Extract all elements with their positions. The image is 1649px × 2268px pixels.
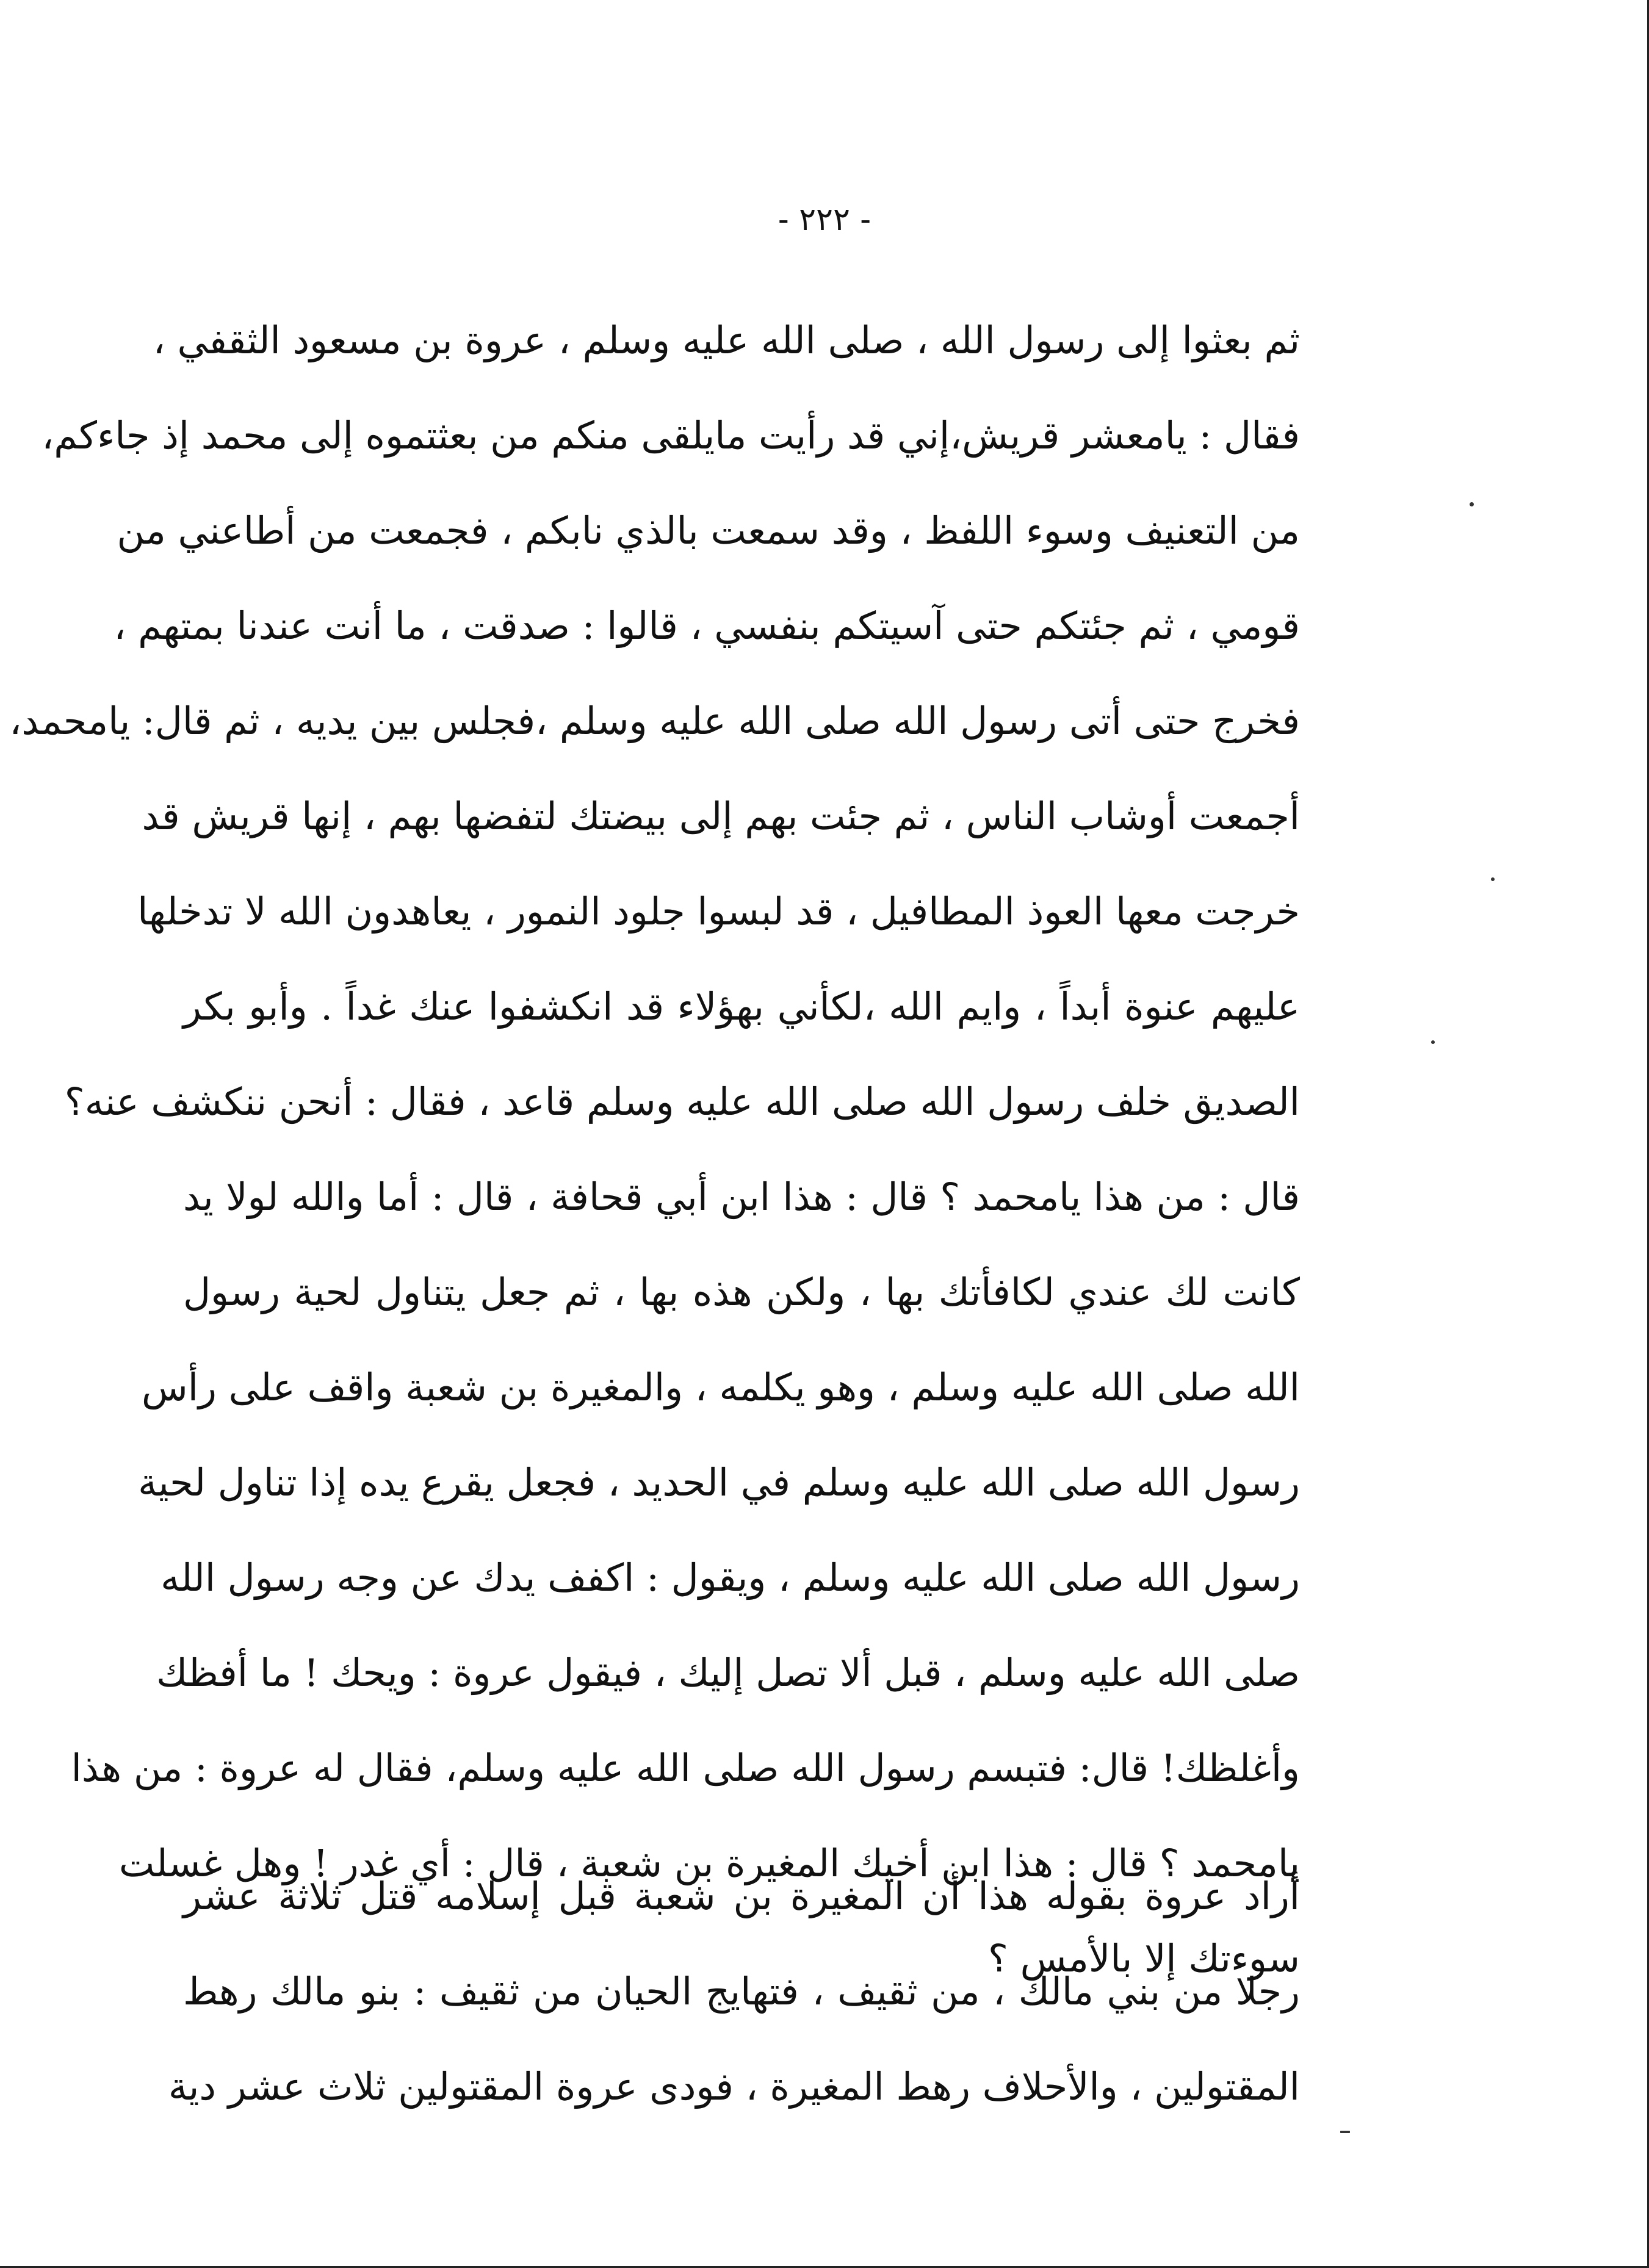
text-line: خرجت معها العوذ المطافيل ، قد لبسوا جلود النمور ، يعاهدون الله لا تدخلها [137,889,1300,934]
scan-speck [1431,1040,1435,1044]
text-line: الله صلى الله عليه وسلم ، وهو يكلمه ، والمغيرة بن شعبة واقف على رأس [142,1365,1300,1409]
text-line: سوءتك إلا بالأمس ؟ [987,1936,1300,1981]
scan-speck [1491,877,1495,881]
text-line: صلى الله عليه وسلم ، قبل ألا تصل إليك ، فيقول عروة : ويحك ! ما أفظك [156,1651,1300,1695]
paragraph-2 [168,1849,1300,2134]
text-line: رجلا من بني مالك ، من ثقيف ، فتهايج الحيان من ثقيف : بنو مالك رهط [183,1969,1300,2014]
text-line: يامحمد ؟ قال : هذا ابن أخيك المغيرة بن شعبة ، قال : أي غدر ! وهل غسلت [118,1841,1300,1885]
text-line: رسول الله صلى الله عليه وسلم ، ويقول : اكفف يدك عن وجه رسول الله [161,1555,1300,1600]
text-line: رسول الله صلى الله عليه وسلم في الحديد ، فجعل يقرع يده إذا تناول لحية [138,1460,1300,1505]
text-line: الصديق خلف رسول الله صلى الله عليه وسلم قاعد ، فقال : أنحن ننكشف عنه؟ [64,1079,1300,1124]
text-line: فخرج حتى أتى رسول الله صلى الله عليه وسلم ،فجلس بين يديه ، ثم قال: يامحمد، [9,699,1300,743]
scan-speck [1340,2131,1350,2133]
text-line: أراد عروة بقوله هذا أن المغيرة بن شعبة قبل إسلامه قتل ثلاثة عشر [183,1874,1300,1918]
text-line: أجمعت أوشاب الناس ، ثم جئت بهم إلى بيضتك لتفضها بهم ، إنها قريش قد [142,794,1300,838]
text-line: كانت لك عندي لكافأتك بها ، ولكن هذه بها ، ثم جعل يتناول لحية رسول [183,1270,1300,1314]
text-line: قال : من هذا يامحمد ؟ قال : هذا ابن أبي قحافة ، قال : أما والله لولا يد [183,1175,1300,1219]
scan-speck [1470,502,1474,506]
page-number: - ٢٢٢ - [778,201,871,238]
text-line: من التعنيف وسوء اللفظ ، وقد سمعت بالذي نابكم ، فجمعت من أطاعني من [117,508,1300,553]
text-line: المقتولين ، والأحلاف رهط المغيرة ، فودى عروة المقتولين ثلاث عشر دية [168,2064,1300,2109]
paragraph-1 [9,293,1300,2006]
text-line: وأغلظك! قال: فتبسم رسول الله صلى الله عليه وسلم، فقال له عروة : من هذا [71,1746,1300,1790]
text-line: فقال : يامعشر قريش،إني قد رأيت مايلقى منكم من بعثتموه إلى محمد إذ جاءكم، [41,413,1300,458]
text-line: عليهم عنوة أبداً ، وايم الله ،لكأني بهؤلاء قد انكشفوا عنك غداً . وأبو بكر [183,984,1300,1029]
text-line: ثم بعثوا إلى رسول الله ، صلى الله عليه وسلم ، عروة بن مسعود الثقفي ، [153,318,1300,362]
text-line: قومي ، ثم جئتكم حتى آسيتكم بنفسي ، قالوا : صدقت ، ما أنت عندنا بمتهم ، [114,603,1300,648]
